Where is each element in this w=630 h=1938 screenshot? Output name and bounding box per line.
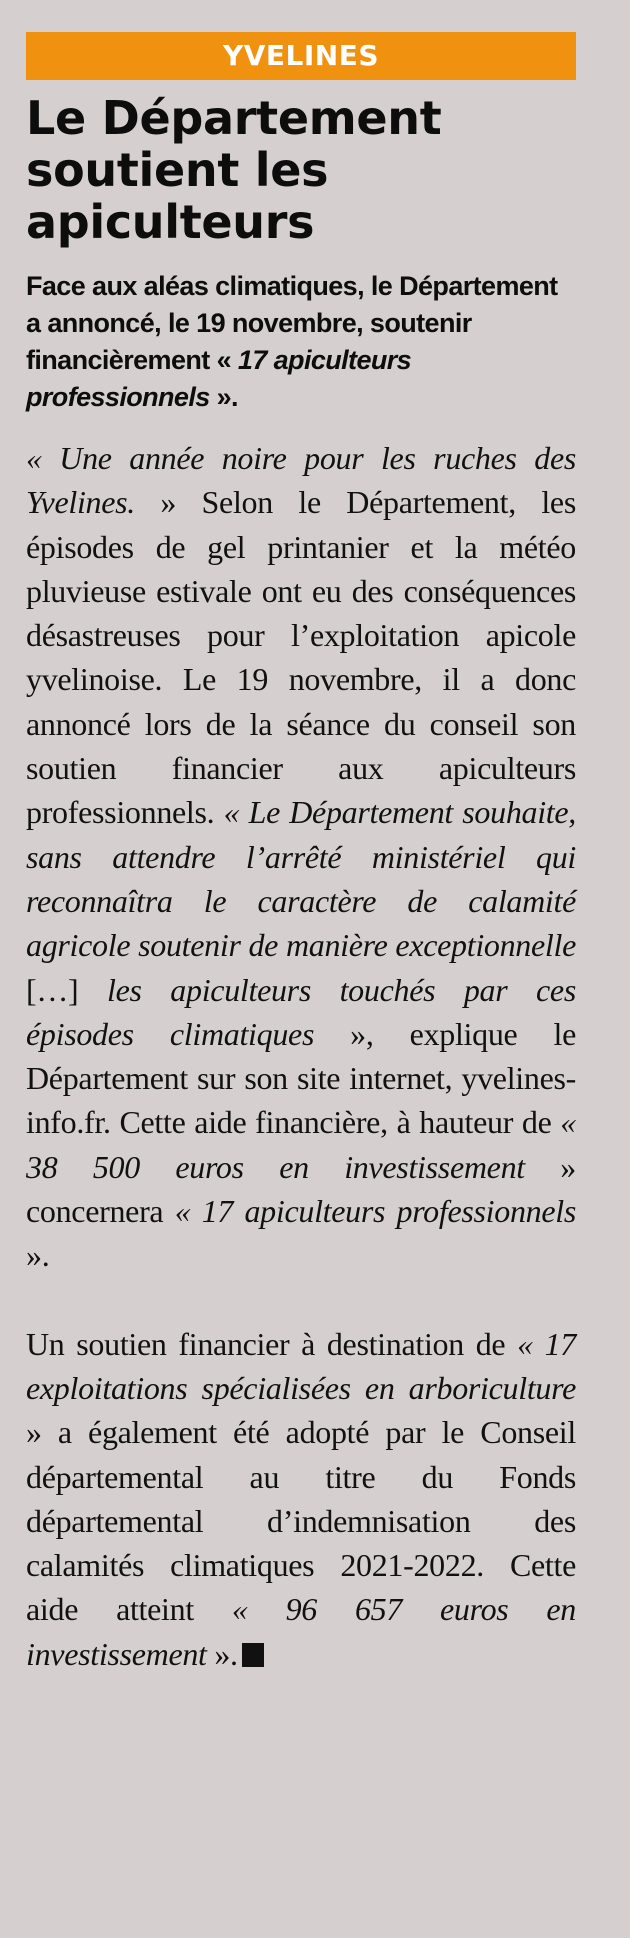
p1-text-2: […] (26, 971, 108, 1008)
lead-quote-open: « (216, 345, 231, 375)
article-title: Le Département soutient les apiculteurs (26, 91, 442, 249)
p1-quote-2: « Le Département souhaite, sans attendre l’arrêté ministériel qui reconnaîtra le caractère de calamité agricole soutenir de manière exceptionnelle (26, 794, 577, 964)
p1-text-3: », explique le Département sur son site internet, yvelines-info.fr. Cette aide financière, à hauteur de (26, 1015, 576, 1141)
p1-text-1: » Selon le Département, les épisodes de gel printanier et la météo pluvieuse estivale ont eu des conséquences désastreuses pour l’exploitation apicole yvelinoise. Le 19 novembre, il a donc annoncé lors de la séance du conseil son soutien financier aux apiculteurs professionnels. (26, 484, 576, 831)
p2-text-3: ». (206, 1635, 238, 1672)
p2-text-1: Un soutien financier à destination de (26, 1325, 518, 1362)
p1-quote-4: « 38 500 euros en investissement (26, 1104, 576, 1185)
p1-text-5: ». (26, 1237, 50, 1274)
article (26, 32, 576, 1676)
lead-text: Face aux aléas climatiques, le Département a annoncé, le 19 novembre, soutenir financièrement (26, 271, 558, 375)
p1-quote-3: les apiculteurs touchés par ces épisodes climatiques (26, 971, 576, 1052)
p1-quote-5: « 17 apiculteurs professionnels (174, 1193, 577, 1230)
end-of-article-square-icon (242, 1643, 264, 1667)
p1-quote-1: « Une année noire pour les ruches des Yvelines. (26, 440, 576, 521)
p2-quote-2: « 96 657 euros en investissement (26, 1591, 576, 1672)
p2-text-2: » a également été adopté par le Conseil départemental au titre du Fonds départemental d’indemnisation des calamités climatiques 2021-2022. Cette aide atteint (26, 1414, 576, 1628)
paragraph-1 (26, 436, 576, 1278)
section-tag: YVELINES (26, 32, 576, 80)
paragraph-2 (26, 1322, 576, 1676)
p1-text-4: » concernera (26, 1148, 576, 1230)
lead-quote: 17 apiculteurs professionnels (26, 345, 412, 412)
p2-quote-1: « 17 exploitations spécialisées en arboriculture (26, 1325, 576, 1406)
lead-quote-close: ». (216, 382, 238, 412)
article-lead (26, 268, 576, 416)
